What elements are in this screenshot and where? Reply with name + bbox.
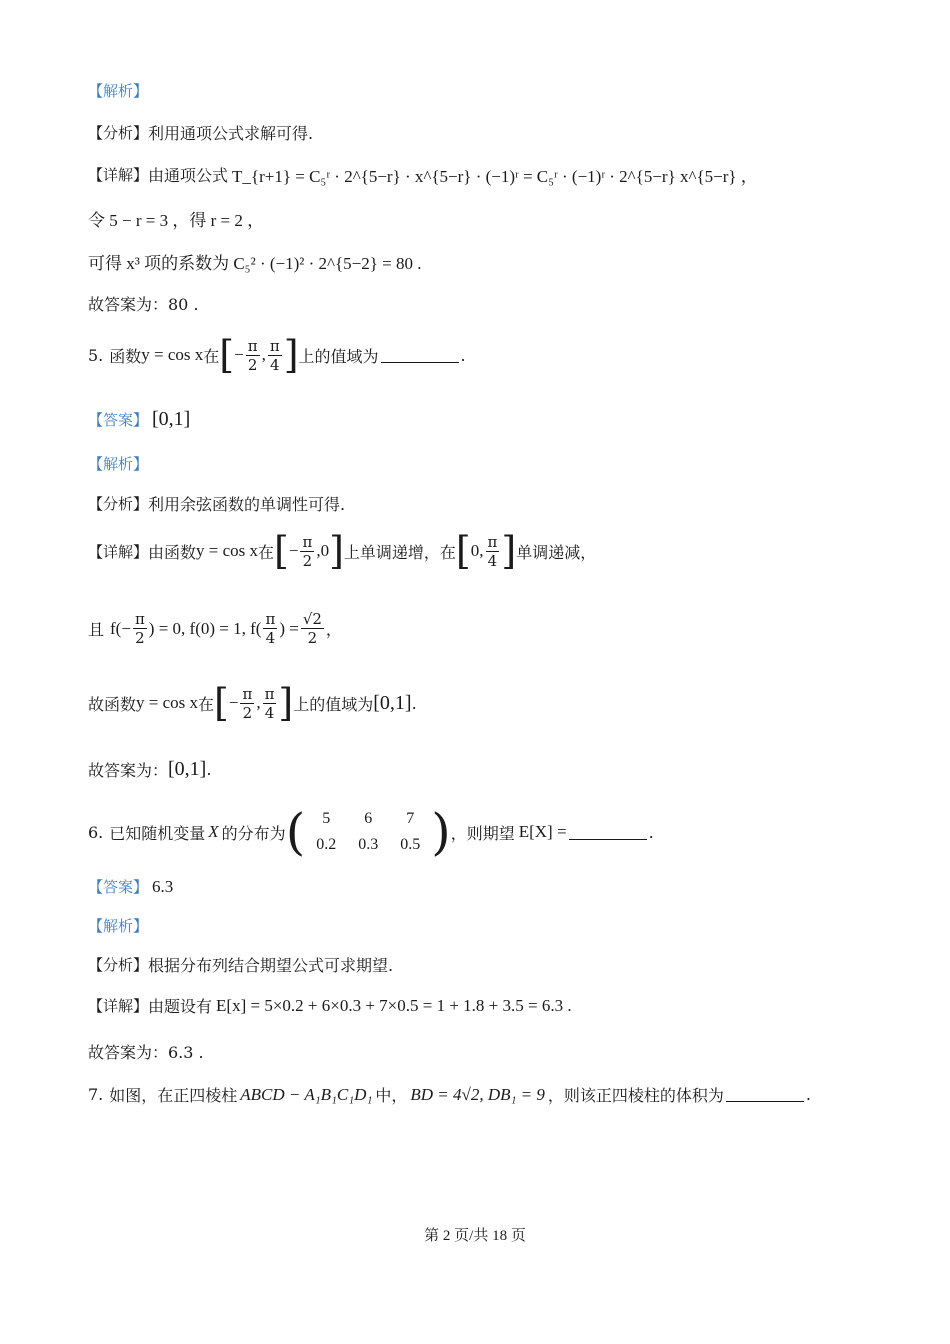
q4-detail-line — [88, 162, 758, 187]
fraction-pi-over-2 — [240, 685, 254, 722]
answer-blank — [381, 348, 459, 363]
q4-detail-prefix: 由通项公式 — [148, 166, 229, 185]
q5-number: 5. — [88, 345, 104, 365]
q5-detail-line: 【详解】 由函数 y = cos x 在 [ − $\frac{\pi}{2}$ , 0 ] 上单调递增，在 [ 0 , $\frac{\pi}{4}$ ] 单调递减， — [88, 529, 597, 573]
fraction-pi-over-2 — [246, 337, 260, 374]
matrix-cell: 0.5 — [400, 836, 421, 853]
q5-analysis-line — [88, 492, 345, 515]
frac-num: π — [487, 532, 498, 551]
range-value: [0,1] — [373, 691, 412, 714]
q5-func: y = cos x — [141, 345, 204, 364]
q4-step2-text: 令 5 − r = 3 ，得 r = 2 ， — [88, 211, 265, 230]
q6-var: X — [208, 822, 219, 841]
analysis-tag: 【解析】 — [88, 82, 149, 100]
q4-final-text: 故答案为：80 . — [88, 295, 199, 314]
q4-step3 — [88, 249, 422, 274]
left-paren-icon: ( — [285, 803, 306, 861]
fraction-pi-over-2 — [300, 533, 314, 570]
detail-tag: 【详解】 — [88, 997, 149, 1015]
answer-blank — [569, 825, 647, 840]
fenxi-tag: 【分析】 — [88, 124, 149, 142]
q5-detail-c: 上单调递增，在 — [343, 542, 456, 562]
q5-func: y = cos x — [196, 541, 259, 560]
values-c: ) = — [279, 618, 299, 638]
q5-detail-b: 在 — [258, 542, 275, 562]
fraction-pi-over-4 — [263, 685, 277, 722]
q5-stem-b: 在 — [203, 346, 220, 366]
q6-stem-a: 已知随机变量 — [109, 823, 206, 843]
q5-answer: [0,1] — [152, 408, 191, 430]
q5-stem: 5. 函数 y = cos x 在 [ − $\frac{\pi}{2}$ , $\frac{\pi}{4}$ ] 上的值域为 . — [88, 333, 466, 377]
frac-den: 4 — [269, 355, 280, 374]
page-footer: 第 2 页/共 18 页 — [424, 1228, 526, 1244]
frac-num: π — [269, 336, 280, 355]
q6-stem-b: 的分布为 — [221, 823, 286, 843]
q7-stem-c: ，则该正四棱柱的体积为 — [547, 1086, 724, 1105]
zero: 0 — [470, 541, 480, 560]
minus-sign: − — [288, 541, 299, 560]
q6-detail-a: 由题设有 — [148, 997, 213, 1016]
q5-detail-a: 由函数 — [148, 542, 197, 562]
final-val: [0,1] — [168, 758, 207, 780]
frac-num: π — [242, 684, 253, 703]
values-b: ) = 0, f(0) = 1, f( — [148, 618, 262, 638]
q4-formula-general-term: T_{r+1} = C₅ʳ · 2^{5−r} · x^{5−r} · (−1)ʳ = C₅ʳ · (−1)ʳ · 2^{5−r} x^{5−r} ， — [232, 167, 758, 186]
conclude-b: 上的值域为 — [293, 694, 374, 714]
detail-tag: 【详解】 — [88, 542, 149, 561]
q5-analysis-text: 利用余弦函数的单调性可得. — [148, 495, 346, 514]
fenxi-tag: 【分析】 — [88, 495, 149, 513]
frac-den: 2 — [242, 703, 253, 722]
comma: ， — [325, 620, 342, 639]
analysis-heading — [88, 80, 148, 101]
q6-analysis-text: 根据分布列结合期望公式可求期望. — [148, 956, 394, 975]
q7-stem-a: 如图，在正四棱柱 — [109, 1086, 238, 1105]
right-bracket-icon: ] — [501, 529, 517, 573]
final-a: 故答案为： — [88, 761, 169, 780]
zai: 在 — [198, 694, 215, 714]
minus-sign: − — [234, 345, 244, 364]
q6-stem-c: ，则期望 — [450, 823, 515, 843]
detail-tag: 【详解】 — [88, 166, 149, 184]
fraction-pi-over-4 — [263, 610, 277, 647]
q4-final — [88, 292, 199, 315]
distribution-matrix — [305, 806, 431, 858]
analysis-heading — [88, 453, 148, 474]
frac-den: 2 — [247, 355, 258, 374]
fraction-sqrt2-over-2 — [301, 610, 324, 647]
q5-conclude-line: 故函数 y = cos x 在 [ − $\frac{\pi}{2}$ , $\frac{\pi}{4}$ ] 上的值域为 [0,1] . — [88, 681, 417, 725]
analysis-tag: 【解析】 — [88, 917, 149, 935]
frac-den: 4 — [265, 629, 276, 647]
q7-number: 7. — [88, 1085, 104, 1104]
fraction-pi-over-4 — [486, 533, 500, 570]
q5-detail-d: 单调递减， — [516, 542, 597, 562]
qie: 且 — [88, 620, 105, 639]
frac-num: π — [134, 610, 145, 628]
q5-stem-c: 上的值域为 — [298, 346, 379, 366]
minus-sign: − — [228, 693, 239, 712]
matrix-cell: 0.3 — [358, 836, 379, 853]
q6-stem: 6. 已知随机变量 X 的分布为 ( 5 6 7 0.2 0.3 0.5 ) ，则期望 E[X] = . — [88, 803, 654, 861]
q6-final — [88, 1040, 204, 1063]
frac-den: 4 — [487, 551, 498, 570]
q6-number: 6. — [88, 822, 104, 842]
frac-num: π — [264, 684, 275, 703]
q4-analysis-text: 利用通项公式求解可得. — [148, 124, 314, 143]
q5-stem-a: 函数 — [109, 346, 142, 366]
q5-answer-line — [88, 408, 190, 431]
analysis-heading — [88, 915, 148, 936]
left-bracket-icon: [ — [274, 529, 289, 573]
answer-blank — [726, 1087, 804, 1102]
frac-num: π — [247, 336, 258, 355]
q6-detail-formula: E[x] = 5×0.2 + 6×0.3 + 7×0.5 = 1 + 1.8 + 3.5 = 6.3 . — [216, 995, 572, 1015]
fraction-pi-over-2 — [133, 610, 147, 647]
q5-values-line — [88, 610, 342, 647]
frac-den: 2 — [302, 551, 313, 570]
frac-den: 2 — [135, 629, 145, 647]
zero: 0 — [320, 541, 330, 560]
q7-stem: 7. 如图，在正四棱柱 ABCD − A₁B₁C₁D₁ 中， BD = 4√2, DB₁ = 9 ，则该正四棱柱的体积为 . — [88, 1084, 811, 1105]
right-bracket-icon: ] — [329, 529, 344, 573]
q7-given: BD = 4√2, DB₁ = 9 — [410, 1084, 545, 1104]
period: . — [411, 693, 417, 713]
values-a: f(− — [110, 618, 131, 638]
final-b: . — [206, 760, 212, 779]
left-bracket-icon: [ — [214, 681, 229, 725]
conclude-a: 故函数 — [88, 694, 137, 714]
q6-expect: E[X] = — [518, 822, 567, 841]
q5-final — [88, 758, 211, 781]
right-bracket-icon: ] — [278, 681, 294, 725]
q4-analysis-line — [88, 121, 313, 144]
frac-den: 2 — [307, 629, 318, 647]
frac-num: √2 — [302, 610, 322, 628]
q6-final-text: 故答案为：6.3 . — [88, 1043, 204, 1062]
q6-detail-line — [88, 994, 572, 1017]
left-bracket-icon: [ — [455, 529, 471, 573]
q5-func: y = cos x — [136, 693, 199, 712]
answer-tag: 【答案】 — [88, 878, 149, 896]
q7-solid: ABCD − A₁B₁C₁D₁ — [240, 1084, 373, 1104]
matrix-cell: 7 — [406, 810, 415, 827]
frac-den: 4 — [264, 703, 275, 722]
right-bracket-icon: ] — [283, 333, 299, 377]
q6-answer-line — [88, 876, 173, 897]
fenxi-tag: 【分析】 — [88, 956, 149, 974]
q4-step3-text: 可得 x³ 项的系数为 C₅² · (−1)² · 2^{5−2} = 80 . — [88, 254, 422, 273]
frac-num: π — [265, 610, 276, 628]
matrix-cell: 6 — [364, 810, 373, 827]
q4-step2 — [88, 206, 264, 231]
q6-analysis-line — [88, 953, 393, 976]
matrix-cell: 5 — [322, 810, 331, 827]
q7-stem-b: 中， — [375, 1086, 408, 1105]
matrix-cell: 0.2 — [316, 836, 337, 853]
right-paren-icon: ) — [431, 803, 451, 861]
left-bracket-icon: [ — [219, 333, 235, 377]
frac-num: π — [302, 532, 313, 551]
fraction-pi-over-4 — [268, 337, 282, 374]
q6-answer: 6.3 — [152, 876, 174, 896]
analysis-tag: 【解析】 — [88, 455, 149, 473]
answer-tag: 【答案】 — [88, 411, 149, 429]
